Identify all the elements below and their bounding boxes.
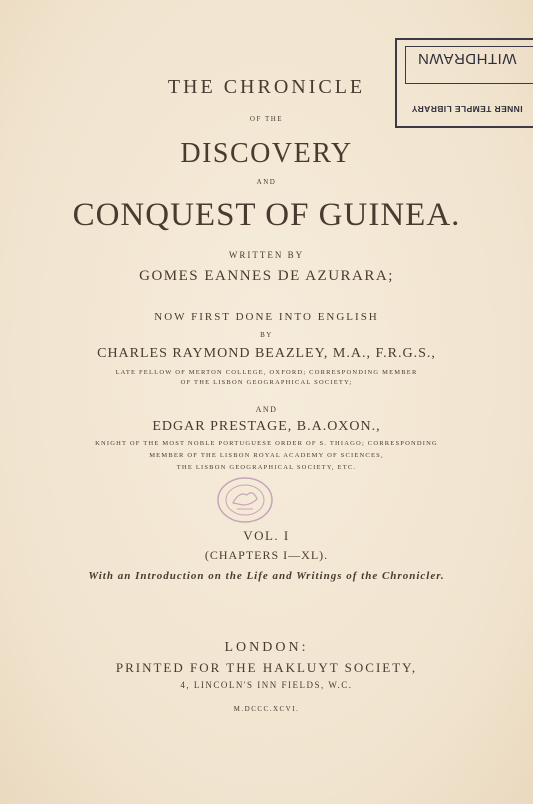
prestage-affiliation-3: THE LISBON GEOGRAPHICAL SOCIETY, ETC. [176, 464, 357, 471]
author-name: GOMES EANNES DE AZURARA; [139, 268, 394, 284]
imprint-printer: PRINTED FOR THE HAKLUYT SOCIETY, [115, 660, 418, 675]
translation-note: NOW FIRST DONE INTO ENGLISH [154, 311, 379, 323]
stamp-withdrawn-text: WITHDRAWN [417, 50, 517, 67]
imprint-year: M.DCCC.XCVI. [233, 705, 300, 713]
title-line-chronicle: THE CHRONICLE [167, 76, 366, 98]
translator-beazley: CHARLES RAYMOND BEAZLEY, M.A., F.R.G.S., [97, 346, 436, 361]
title-of-the: OF THE [249, 115, 284, 123]
introduction-note: With an Introduction on the Life and Writings of the Chronicler. [88, 570, 445, 582]
volume-chapters: (CHAPTERS I—XL). [204, 548, 329, 562]
beazley-affiliation-2: OF THE LISBON GEOGRAPHICAL SOCIETY; [180, 379, 353, 386]
library-seal-stamp [215, 475, 275, 525]
stamp-library-text: INNER TEMPLE LIBRARY [411, 104, 523, 114]
imprint-address: 4, LINCOLN'S INN FIELDS, W.C. [180, 680, 353, 690]
withdrawn-stamp [395, 38, 533, 128]
translators-and: AND [255, 405, 278, 414]
translator-prestage: EDGAR PRESTAGE, B.A.OXON., [152, 419, 381, 434]
beazley-affiliation-1: LATE FELLOW OF MERTON COLLEGE, OXFORD; CORRESPONDING MEMBER [115, 369, 418, 376]
volume-number: VOL. I [243, 528, 290, 543]
title-and: AND [256, 178, 277, 186]
translation-by: BY [260, 331, 273, 339]
title-line-discovery: DISCOVERY [180, 138, 353, 169]
title-line-conquest: CONQUEST OF GUINEA. [72, 197, 461, 233]
prestage-affiliation-2: MEMBER OF THE LISBON ROYAL ACADEMY OF SCIENCES, [149, 452, 384, 459]
imprint-city: LONDON: [224, 640, 309, 655]
prestage-affiliation-1: KNIGHT OF THE MOST NOBLE PORTUGUESE ORDER OF S. THIAGO; CORRESPONDING [95, 440, 438, 447]
written-by: WRITTEN BY [228, 250, 305, 260]
